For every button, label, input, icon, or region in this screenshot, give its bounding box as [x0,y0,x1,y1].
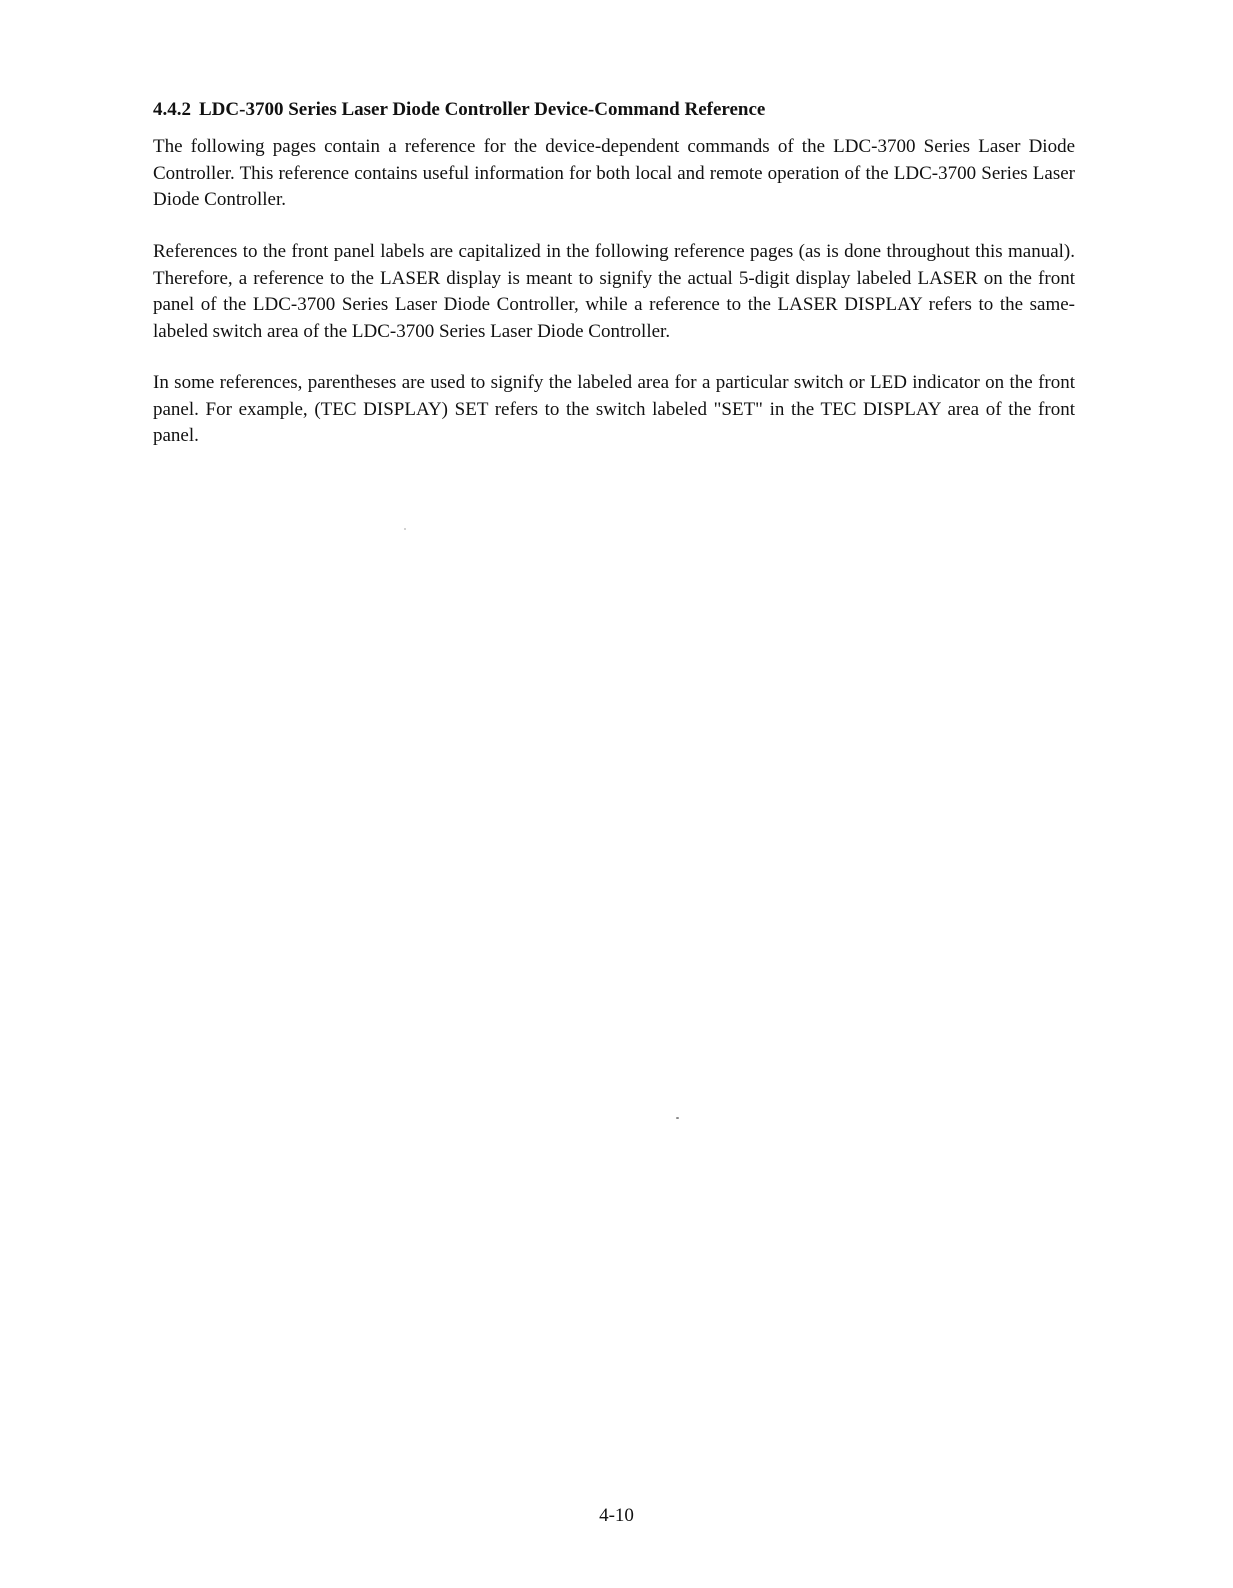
paragraph-front-panel-labels: References to the front panel labels are capitalized in the following reference pages (as is done throughout this manual). Therefore, a reference to the LASER display is meant to signify the actual 5-digit display labeled LASER on the front panel of the LDC-3700 Series Laser Diode Controller, while a reference to the LASER DISPLAY refers to the same-labeled switch area of the LDC-3700 Series Laser Diode Controller. [153,241,1075,342]
section-title: LDC-3700 Series Laser Diode Controller Device-Command Reference [199,99,766,120]
section-number: 4.4.2 [153,99,191,120]
paragraph-intro: The following pages contain a reference for the device-dependent commands of the LDC-3700 Series Laser Diode Controller. This reference contains useful information for both local and remote operation of the LDC-3700 Series Laser Diode Controller. [153,136,1075,210]
section-heading [153,97,1083,123]
scan-speck [404,528,406,530]
scan-speck [676,1117,679,1119]
page-number: 4-10 [599,1505,634,1526]
paragraph-parentheses-usage: In some references, parentheses are used to signify the labeled area for a particular switch or LED indicator on the front panel. For example, (TEC DISPLAY) SET refers to the switch labeled "SET" in the TEC DISPLAY area of the front panel. [153,372,1075,446]
